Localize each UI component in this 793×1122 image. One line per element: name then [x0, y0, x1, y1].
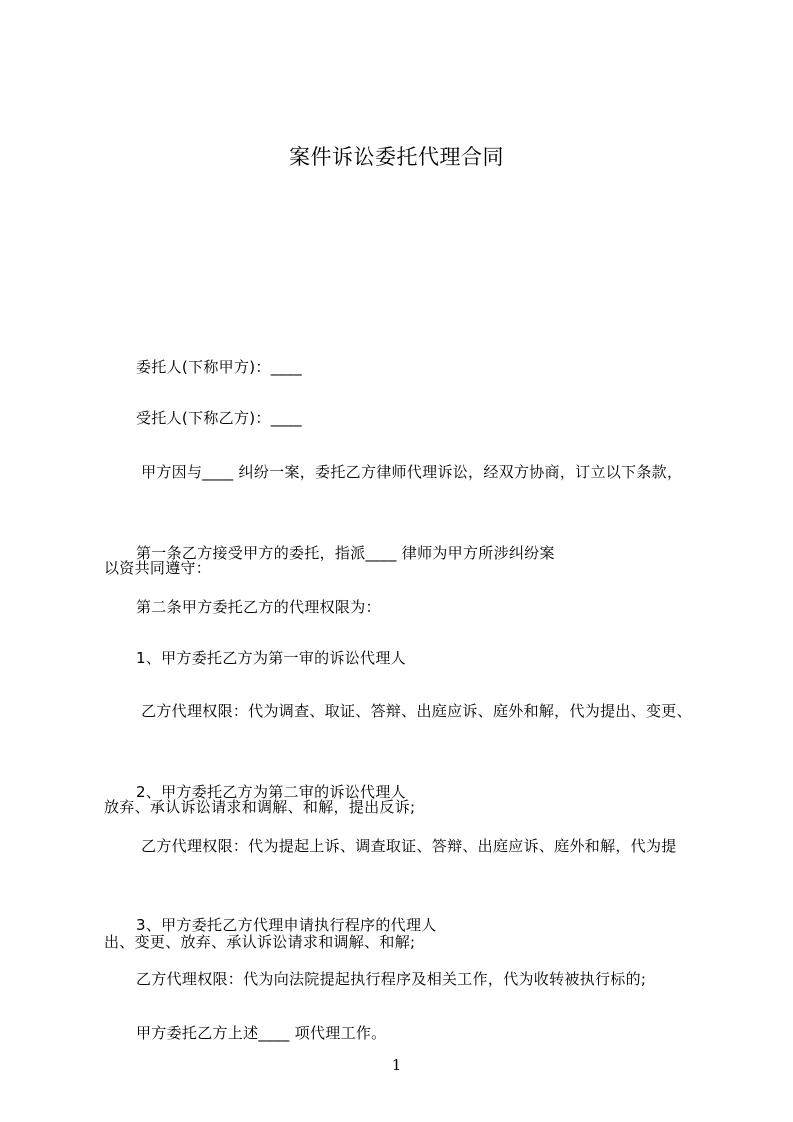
paragraph-line: 乙方代理权限：代为向法院提起执行程序及相关工作，代为收转被执行标的;	[136, 970, 647, 988]
paragraph-line: 受托人(下称乙方)：____	[136, 409, 302, 427]
paragraph-line: 甲方委托乙方上述____ 项代理工作。	[136, 1024, 387, 1042]
paragraph-line: 2、甲方委托乙方为第二审的诉讼代理人	[136, 783, 406, 801]
paragraph-line: 3、甲方委托乙方代理申请执行程序的代理人	[136, 916, 437, 934]
paragraph-line: 出、变更、放弃、承认诉讼请求和调解、和解;	[104, 933, 416, 951]
paragraph-line: 第一条乙方接受甲方的委托，指派____ 律师为甲方所涉纠纷案	[136, 544, 555, 562]
paragraph-line: 以资共同遵守：	[104, 559, 212, 577]
paragraph-summary	[104, 953, 714, 1113]
paragraph-line: 第二条甲方委托乙方的代理权限为：	[136, 598, 381, 616]
document-title: 案件诉讼委托代理合同	[289, 145, 504, 169]
paragraph-line: 乙方代理权限：代为提起上诉、调查取证、答辩、出庭应诉、庭外和解，代为提	[136, 837, 677, 855]
paragraph-line: 委托人(下称甲方)：____	[136, 358, 302, 376]
page-number: 1	[391, 1056, 402, 1074]
paragraph-line: 乙方代理权限：代为调查、取证、答辩、出庭应诉、庭外和解，代为提出、变更、	[136, 702, 692, 720]
paragraph-line: 甲方因与____ 纠纷一案，委托乙方律师代理诉讼，经双方协商，订立以下条款，	[136, 463, 683, 481]
paragraph-line: 1、甲方委托乙方为第一审的诉讼代理人	[136, 649, 406, 667]
paragraph-line: 放弃、承认诉讼请求和调解、和解，提出反诉;	[104, 798, 416, 816]
